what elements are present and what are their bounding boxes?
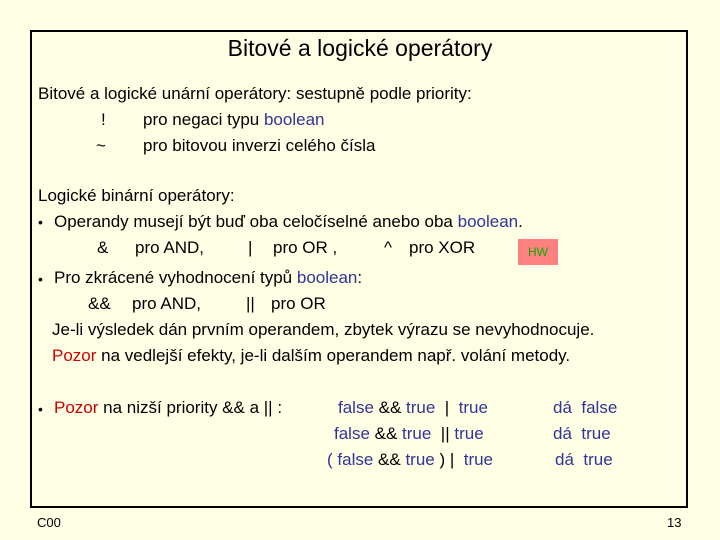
op-pipe-desc: pro OR ,	[273, 238, 338, 257]
bullet-dot: •	[38, 401, 43, 417]
hw-badge: HW	[518, 239, 558, 265]
op-andand: &&	[88, 294, 111, 313]
binary-bullet-2: Pro zkrácené vyhodnocení typů boolean:	[54, 268, 363, 287]
page-number: 13	[667, 515, 682, 530]
binary-bullet-1: Operandy musejí být buď oba celočíselné anebo oba boolean.	[54, 212, 523, 231]
bullet-dot: •	[38, 271, 43, 287]
op-andand-desc: pro AND,	[132, 294, 201, 313]
op-not-desc: pro negaci typu boolean	[143, 110, 325, 129]
unary-heading: Bitové a logické unární operátory: sestupně podle priority:	[38, 84, 472, 103]
op-oror-desc: pro OR	[271, 294, 326, 313]
short-circuit-note: Je-li výsledek dán prvním operandem, zbytek výrazu se nevyhodnocuje.	[52, 320, 595, 339]
op-amp: &	[97, 238, 109, 257]
op-not: !	[101, 110, 106, 129]
op-pipe: |	[248, 238, 253, 257]
example-result: dá false	[553, 398, 618, 417]
footer-label: C00	[37, 515, 61, 530]
side-effects-note: Pozor na vedlejší efekty, je-li dalším operandem např. volání metody.	[52, 346, 571, 365]
op-oror: ||	[246, 294, 255, 313]
slide-title: Bitové a logické operátory	[227, 35, 493, 61]
op-amp-desc: pro AND,	[135, 238, 204, 257]
op-caret-desc: pro XOR	[409, 238, 476, 257]
op-tilde: ~	[96, 136, 106, 155]
bullet-dot: •	[38, 214, 43, 230]
example-result: dá true	[555, 450, 613, 469]
op-tilde-desc: pro bitovou inverzi celého čísla	[143, 136, 376, 155]
op-caret: ^	[384, 238, 392, 257]
example-expr: false && true || true	[334, 424, 484, 443]
example-expr: ( false && true ) | true	[327, 450, 494, 469]
example-expr: false && true | true	[338, 398, 488, 417]
priority-bullet: Pozor na nizší priority && a || :	[54, 398, 283, 417]
binary-heading: Logické binární operátory:	[38, 186, 235, 205]
example-result: dá true	[553, 424, 611, 443]
